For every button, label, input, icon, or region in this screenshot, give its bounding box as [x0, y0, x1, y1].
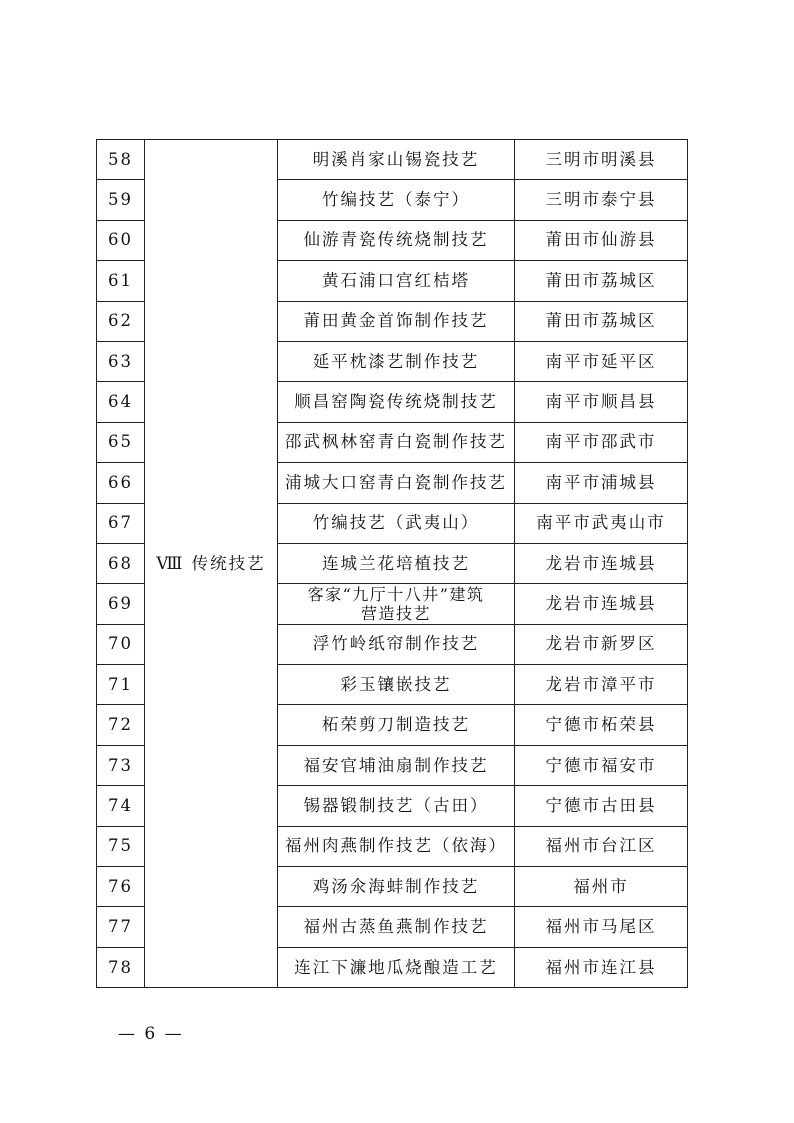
region: 福州市连江县 — [515, 947, 688, 987]
region: 莆田市荔城区 — [515, 301, 688, 341]
row-number: 67 — [97, 503, 145, 543]
project-name: 仙游青瓷传统烧制技艺 — [278, 220, 515, 260]
row-number: 65 — [97, 422, 145, 462]
project-name: 顺昌窑陶瓷传统烧制技艺 — [278, 382, 515, 422]
project-name: 明溪肖家山锡瓷技艺 — [278, 140, 515, 180]
project-name: 柘荣剪刀制造技艺 — [278, 705, 515, 745]
project-name: 彩玉镶嵌技艺 — [278, 665, 515, 705]
row-number: 68 — [97, 543, 145, 583]
page-number: — 6 — — [118, 1024, 184, 1044]
row-number: 69 — [97, 584, 145, 624]
region: 南平市延平区 — [515, 341, 688, 381]
row-number: 61 — [97, 261, 145, 301]
region: 福州市 — [515, 867, 688, 907]
project-name: 延平枕漆艺制作技艺 — [278, 341, 515, 381]
row-number: 66 — [97, 463, 145, 503]
heritage-list-table — [96, 139, 688, 988]
region: 宁德市福安市 — [515, 745, 688, 785]
project-name-line: 营造技艺 — [360, 603, 431, 623]
row-number: 74 — [97, 786, 145, 826]
row-number: 76 — [97, 867, 145, 907]
region: 宁德市柘荣县 — [515, 705, 688, 745]
row-number: 78 — [97, 947, 145, 987]
row-number: 60 — [97, 220, 145, 260]
row-number: 70 — [97, 624, 145, 664]
region: 南平市邵武市 — [515, 422, 688, 462]
category-cell: Ⅷ 传统技艺 — [145, 140, 278, 988]
row-number: 58 — [97, 140, 145, 180]
region: 南平市顺昌县 — [515, 382, 688, 422]
project-name: 莆田黄金首饰制作技艺 — [278, 301, 515, 341]
region: 福州市马尾区 — [515, 907, 688, 947]
row-number: 62 — [97, 301, 145, 341]
region: 三明市明溪县 — [515, 140, 688, 180]
project-name: 鸡汤氽海蚌制作技艺 — [278, 867, 515, 907]
row-number: 71 — [97, 665, 145, 705]
row-number: 72 — [97, 705, 145, 745]
region: 南平市武夷山市 — [515, 503, 688, 543]
project-name — [278, 584, 515, 624]
project-name-line: 客家“九厅十八井”建筑 — [307, 584, 485, 604]
project-name: 福州古蒸鱼燕制作技艺 — [278, 907, 515, 947]
row-number: 75 — [97, 826, 145, 866]
project-name: 连城兰花培植技艺 — [278, 543, 515, 583]
project-name: 浦城大口窑青白瓷制作技艺 — [278, 463, 515, 503]
row-number: 64 — [97, 382, 145, 422]
region: 宁德市古田县 — [515, 786, 688, 826]
project-name: 浮竹岭纸帘制作技艺 — [278, 624, 515, 664]
project-name: 连江下濂地瓜烧酿造工艺 — [278, 947, 515, 987]
region: 莆田市荔城区 — [515, 261, 688, 301]
table-row — [97, 140, 688, 180]
project-name: 福安官埔油扇制作技艺 — [278, 745, 515, 785]
project-name: 邵武枫林窑青白瓷制作技艺 — [278, 422, 515, 462]
row-number: 59 — [97, 180, 145, 220]
project-name: 竹编技艺（泰宁） — [278, 180, 515, 220]
row-number: 77 — [97, 907, 145, 947]
row-number: 63 — [97, 341, 145, 381]
region: 龙岩市新罗区 — [515, 624, 688, 664]
project-name: 锡器锻制技艺（古田） — [278, 786, 515, 826]
region: 龙岩市连城县 — [515, 584, 688, 624]
region: 龙岩市连城县 — [515, 543, 688, 583]
region: 福州市台江区 — [515, 826, 688, 866]
table-body — [97, 140, 688, 988]
project-name: 福州肉燕制作技艺（依海） — [278, 826, 515, 866]
region: 三明市泰宁县 — [515, 180, 688, 220]
project-name: 竹编技艺（武夷山） — [278, 503, 515, 543]
region: 莆田市仙游县 — [515, 220, 688, 260]
region: 南平市浦城县 — [515, 463, 688, 503]
project-name: 黄石浦口宫红桔塔 — [278, 261, 515, 301]
region: 龙岩市漳平市 — [515, 665, 688, 705]
row-number: 73 — [97, 745, 145, 785]
